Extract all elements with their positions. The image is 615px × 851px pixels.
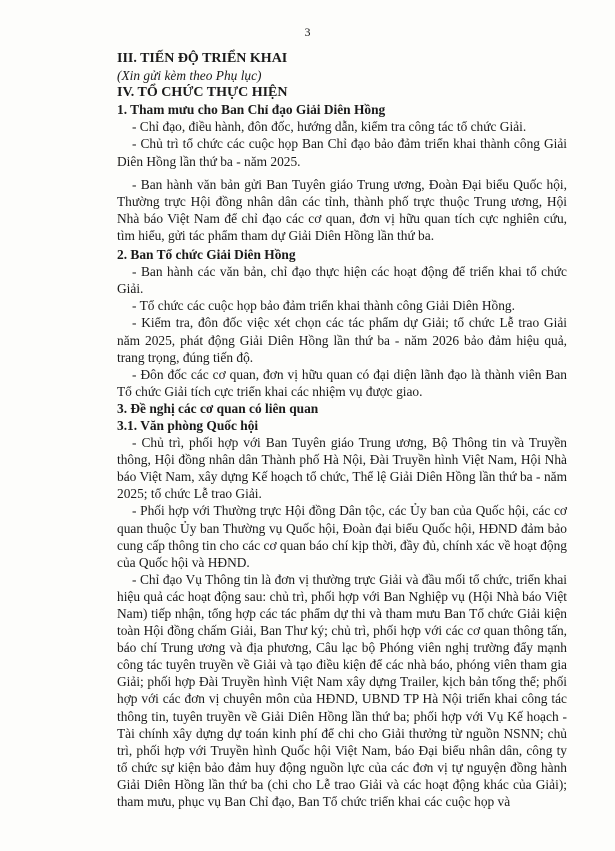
paragraph: - Ban hành văn bản gửi Ban Tuyên giáo Trung ương, Đoàn Đại biểu Quốc hội, Thường trực Hội đồng nhân dân các tỉnh, thành phố trực thuộc Trung ương, Hội Nhà báo Việt Nam để chỉ đạo các cơ quan, đơn vị hữu quan tích cực nghiên cứu, tìm hiểu, gửi tác phẩm tham dự Giải Diên Hồng lần thứ ba. <box>117 176 567 243</box>
section-4-heading: IV. TỔ CHỨC THỰC HIỆN <box>117 85 288 101</box>
subsection-4-3-heading: 3. Đề nghị các cơ quan có liên quan <box>117 400 319 416</box>
page-number: 3 <box>304 25 311 39</box>
paragraph: - Tổ chức các cuộc họp bảo đảm triển khai thành công Giải Diên Hồng. <box>132 298 515 314</box>
paragraph: - Chỉ đạo, điều hành, đôn đốc, hướng dẫn, kiểm tra công tác tổ chức Giải. <box>132 119 527 135</box>
paragraph: - Ban hành các văn bản, chỉ đạo thực hiện các hoạt động để triển khai tổ chức Giải. <box>117 264 567 297</box>
paragraph: - Chủ trì tổ chức các cuộc họp Ban Chỉ đạo bảo đảm triển khai thành công Giải Diên Hồng lần thứ ba - năm 2025. <box>117 136 567 169</box>
subsection-4-2-heading: 2. Ban Tổ chức Giải Diên Hồng <box>117 247 296 263</box>
document-body <box>117 50 567 810</box>
subsection-4-1-heading: 1. Tham mưu cho Ban Chỉ đạo Giải Diên Hồng <box>117 102 386 118</box>
paragraph: - Chủ trì, phối hợp với Ban Tuyên giáo Trung ương, Bộ Thông tin và Truyền thông, Hội đồng nhân dân Thành phố Hà Nội, Đài Truyền hình Việt Nam, Hội Nhà báo Việt Nam, xây dựng Kế hoạch tổ chức, Thể lệ Giải Diên Hồng lần thứ ba - năm 2025; tổ chức Lễ trao Giải. <box>117 435 567 502</box>
paragraph: - Phối hợp với Thường trực Hội đồng Dân tộc, các Ủy ban của Quốc hội, các cơ quan thuộc Ủy ban Thường vụ Quốc hội, Đoàn đại biểu Quốc hội, HĐND đảm bảo cung cấp thông tin cho các cơ quan báo chí kịp thời, đầy đủ, chính xác về hoạt động của Quốc hội và HĐND. <box>117 503 567 570</box>
paragraph: - Kiểm tra, đôn đốc việc xét chọn các tác phẩm dự Giải; tổ chức Lễ trao Giải năm 2025, phát động Giải Diên Hồng lần thứ ba - năm 2026 bảo đảm hiệu quả, trang trọng, đúng tiến độ. <box>117 315 567 365</box>
section-3-note: (Xin gửi kèm theo Phụ lục) <box>117 68 262 84</box>
paragraph: - Chỉ đạo Vụ Thông tin là đơn vị thường trực Giải và đầu mối tổ chức, triển khai hiệu quả các hoạt động sau: chủ trì, phối hợp với Ban Nghiệp vụ (Hội Nhà báo Việt Nam) tiếp nhận, tổng hợp các tác phẩm dự thi và tham mưu Ban Tổ chức Giải kiện toàn Hội đồng chấm Giải, Ban Thư ký; chủ trì, phối hợp với các cơ quan thông tấn, báo chí Trung ương và địa phương, Câu lạc bộ Phóng viên nghị trường đẩy mạnh công tác tuyên truyền về Giải và tạo điều kiện để các nhà báo, phóng viên tham gia Giải; phối hợp Đài Truyền hình Việt Nam xây dựng Trailer, kịch bản tổng thể; phối hợp với các đơn vị chuyên môn của HĐND, UBND TP Hà Nội triển khai công tác thông tin, tuyên truyền về Giải Diên Hồng lần thứ ba; phối hợp với Vụ Kế hoạch - Tài chính xây dựng dự toán kinh phí để chi cho Giải thưởng từ nguồn NSNN; chủ trì, phối hợp với Truyền hình Quốc hội Việt Nam, báo Đại biểu nhân dân, công ty tổ chức sự kiện bảo đảm huy động nguồn lực của các đơn vị tự nguyện đồng hành Giải Diên Hồng lần thứ ba (chi cho Lễ trao Giải và các hoạt động khác của Giải); tham mưu, phục vụ Ban Chỉ đạo, Ban Tổ chức triển khai các cuộc họp và <box>117 571 567 810</box>
section-3-heading: III. TIẾN ĐỘ TRIỂN KHAI <box>117 51 288 66</box>
subsection-4-3-1-heading: 3.1. Văn phòng Quốc hội <box>117 417 259 433</box>
paragraph: - Đôn đốc các cơ quan, đơn vị hữu quan có đại diện lãnh đạo là thành viên Ban Tổ chức Giải tích cực triển khai các nhiệm vụ được giao. <box>117 366 567 399</box>
